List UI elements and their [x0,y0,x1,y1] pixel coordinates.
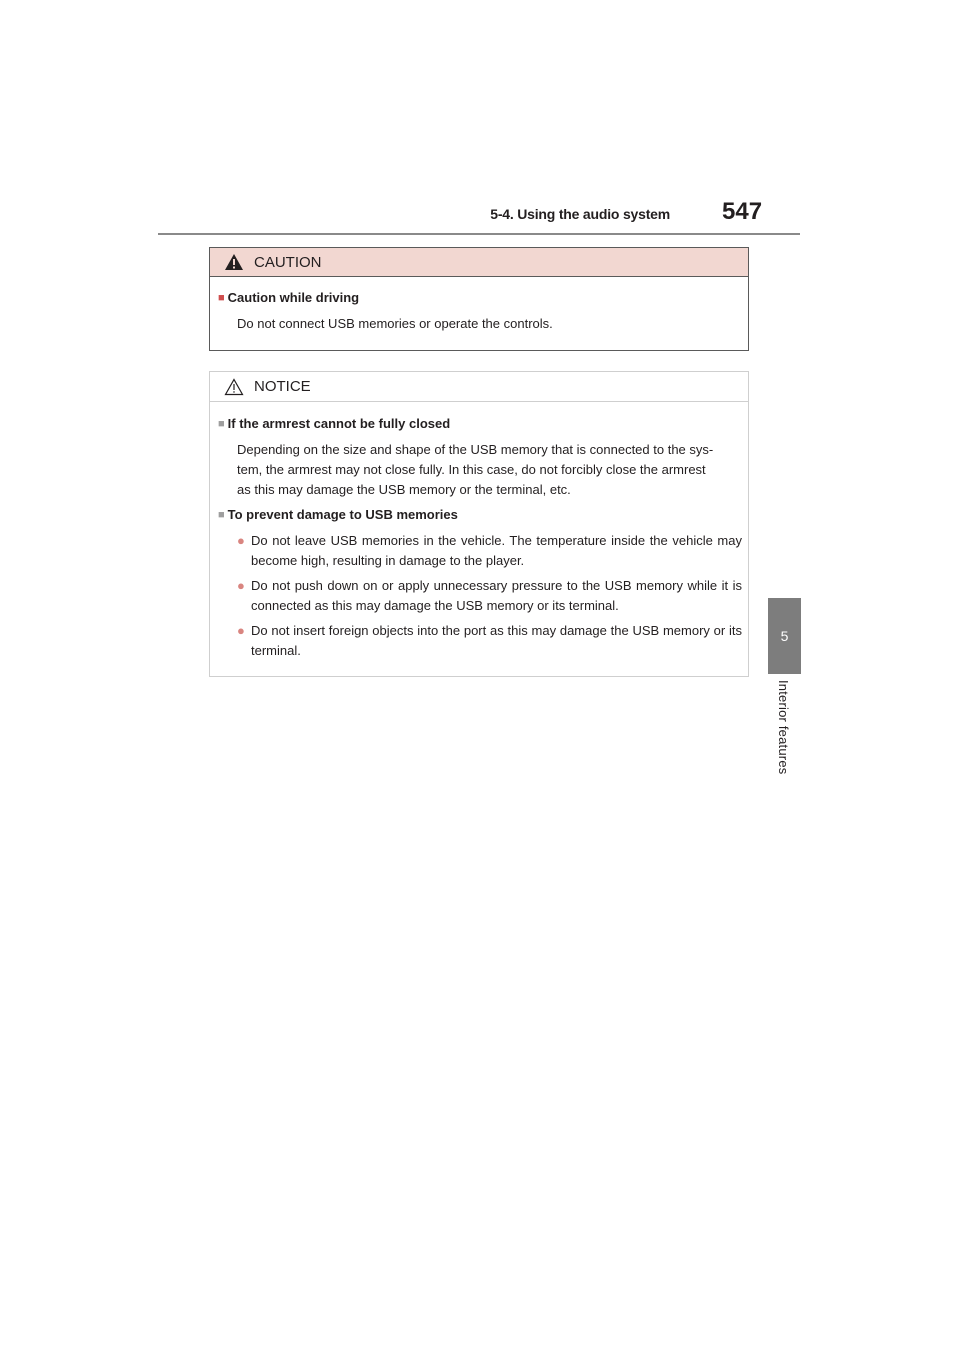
notice-header [210,372,748,402]
notice-warning-icon [224,378,244,396]
list-item-text: Do not push down on or apply unnecessary pressure to the USB memory while it is connected as this may damage the USB memory or its terminal. [251,578,742,613]
chapter-tab [768,598,801,674]
page-number: 547 [722,198,763,225]
text-line: as this may damage the USB memory or the terminal, etc. [237,482,571,497]
text-line: tem, the armrest may not close fully. In this case, do not forcibly close the armrest [237,462,706,477]
list-item-text: Do not insert foreign objects into the port as this may damage the USB memory or its terminal. [251,623,742,658]
list-item-text: Do not leave USB memories in the vehicle. The temperature inside the vehicle may become high, resulting in damage to the player. [251,533,742,568]
section-title: 5-4. Using the audio system [490,206,670,222]
caution-heading [218,288,740,308]
notice-heading-usb-text: To prevent damage to USB memories [227,507,458,522]
text-line: Depending on the size and shape of the USB memory that is connected to the sys- [237,442,714,457]
notice-armrest-text [237,440,742,500]
notice-title: NOTICE [254,378,311,395]
square-bullet-icon: ■ [218,418,225,430]
notice-heading-usb [218,505,748,525]
bullet-dot-icon: ● [237,578,245,593]
list-item [237,621,742,661]
caution-title: CAUTION [254,253,322,271]
list-item [237,531,742,571]
square-bullet-icon: ■ [218,509,225,521]
notice-heading-armrest [218,414,748,434]
warning-icon [224,253,244,271]
bullet-dot-icon: ● [237,623,245,638]
caution-header [210,248,748,277]
notice-heading-armrest-text: If the armrest cannot be fully closed [227,416,451,431]
caution-box [209,247,749,351]
list-item [237,576,742,616]
notice-box [209,371,749,677]
caution-heading-text: Caution while driving [227,290,360,305]
chapter-label: Interior features [776,680,791,775]
bullet-dot-icon: ● [237,533,245,548]
chapter-number: 5 [780,628,789,644]
square-bullet-icon: ■ [218,292,225,304]
header-divider [158,233,800,235]
caution-text: Do not connect USB memories or operate the controls. [237,316,553,331]
